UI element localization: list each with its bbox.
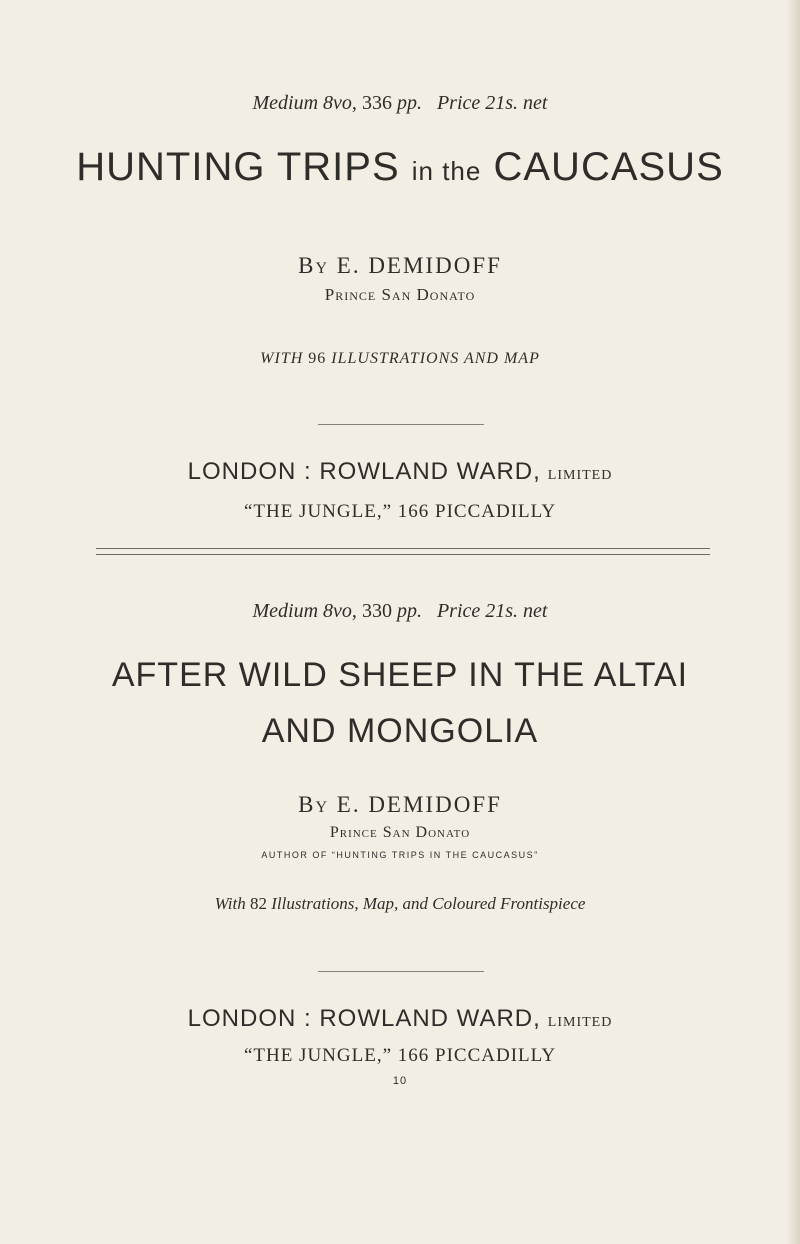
authorship-line: AUTHOR OF “HUNTING TRIPS IN THE CAUCASUS” — [261, 850, 539, 860]
illustrations-rest-1: ILLUSTRATIONS AND MAP — [331, 350, 540, 367]
section-rule-2 — [318, 971, 484, 972]
book-title-1-part2: in the — [411, 156, 482, 186]
publisher-address-2: “THE JUNGLE,” 166 PICCADILLY — [243, 1045, 557, 1066]
publisher-main-1: LONDON : ROWLAND WARD, — [187, 458, 541, 485]
publisher-limited-1: limited — [547, 462, 613, 484]
section-divider — [96, 548, 710, 555]
illustrations-with-2: With — [214, 894, 246, 913]
publisher-address-1: “THE JUNGLE,” 166 PICCADILLY — [243, 501, 557, 522]
format-pages-2: 330 — [361, 600, 392, 622]
author-by-1: By — [298, 253, 330, 278]
format-line-1 — [0, 92, 800, 115]
illustrations-rest-2: Illustrations, Map, and Coloured Frontispiece — [271, 894, 586, 913]
author-name-1: E. DEMIDOFF — [336, 253, 502, 278]
book-title-1 — [0, 145, 800, 190]
author-line-1 — [0, 253, 800, 279]
author-name-2: E. DEMIDOFF — [336, 792, 502, 817]
illustrations-line-2 — [0, 894, 800, 914]
author-title-1: Prince San Donato — [324, 285, 476, 304]
author-line-2 — [0, 792, 800, 818]
format-medium-2: Medium — [252, 600, 319, 622]
publisher-line-2 — [0, 1005, 800, 1033]
format-pp: pp. — [396, 92, 422, 114]
format-price-label: Price — [436, 92, 481, 114]
format-size-2: 8vo, — [323, 600, 357, 622]
illustrations-count-1: 96 — [308, 350, 327, 367]
author-title-2: Prince San Donato — [329, 824, 471, 841]
book-title-1-part3: CAUCASUS — [493, 145, 724, 189]
page-number: 10 — [392, 1075, 408, 1087]
format-pp-2: pp. — [396, 600, 422, 622]
format-price-value: 21s. — [485, 92, 519, 114]
publisher-limited-2: limited — [547, 1009, 613, 1031]
publisher-main-2: LONDON : ROWLAND WARD, — [187, 1005, 541, 1032]
format-net: net — [523, 92, 548, 114]
book-title-1-part1: HUNTING TRIPS — [76, 145, 400, 189]
format-price-label-2: Price — [436, 600, 481, 622]
author-by-2: By — [298, 792, 330, 817]
book-title-2-line2: AND MONGOLIA — [261, 712, 539, 750]
section-rule-1 — [318, 424, 484, 425]
format-price-value-2: 21s. — [485, 600, 519, 622]
publisher-line-1 — [0, 458, 800, 486]
format-size: 8vo, — [323, 92, 357, 114]
book-title-2-line1: AFTER WILD SHEEP IN THE ALTAI — [111, 656, 689, 694]
illustrations-count-2: 82 — [250, 894, 267, 913]
illustrations-line-1 — [0, 350, 800, 368]
format-net-2: net — [523, 600, 548, 622]
illustrations-with-1: WITH — [260, 350, 304, 367]
format-line-2 — [0, 600, 800, 623]
format-medium: Medium — [252, 92, 319, 114]
format-pages: 336 — [361, 92, 392, 114]
